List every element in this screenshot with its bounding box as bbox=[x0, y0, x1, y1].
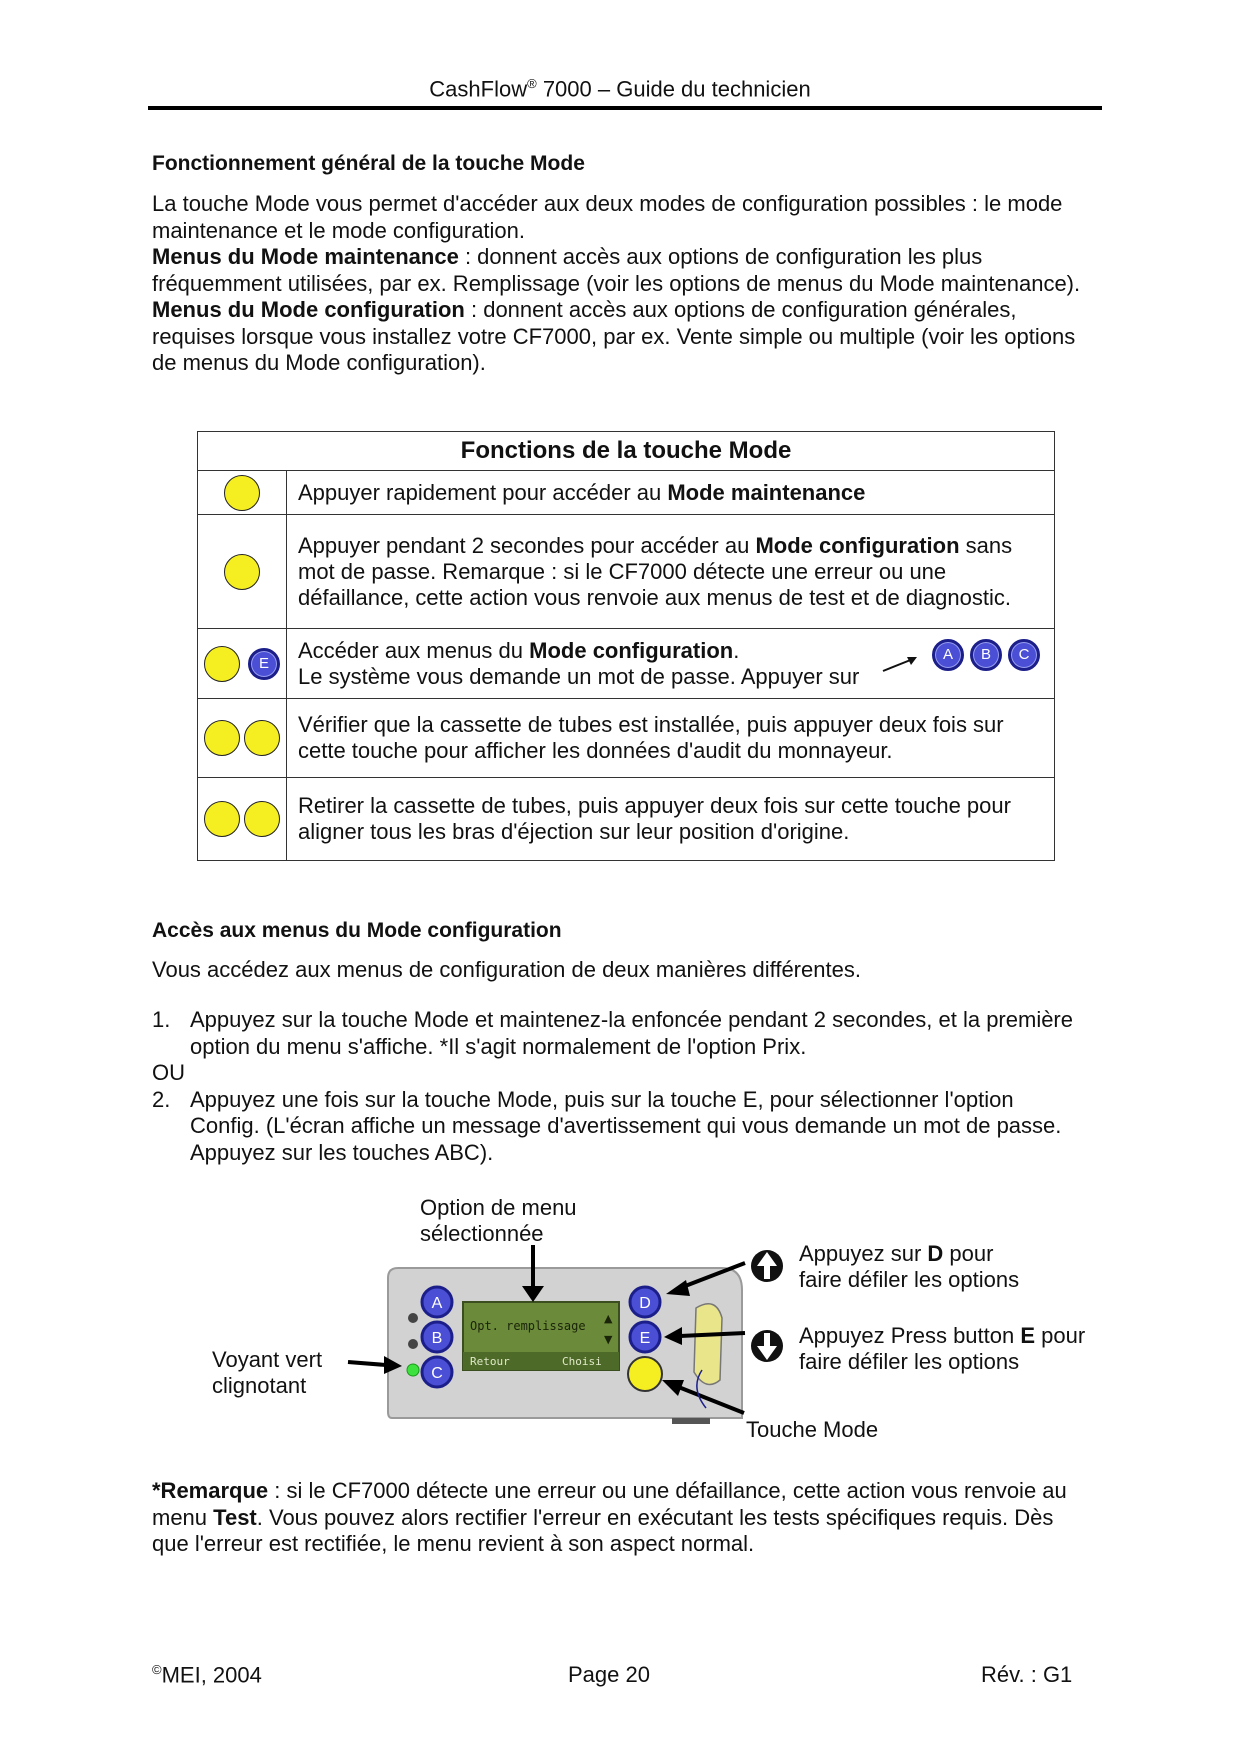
section-heading-config-access: Accès aux menus du Mode configuration bbox=[152, 919, 562, 942]
row-text: Vérifier que la cassette de tubes est installée, puis appuyer deux fois sur cette touche pour afficher les données d'audit du monnayeur. bbox=[287, 699, 1055, 778]
svg-text:E: E bbox=[639, 1330, 651, 1347]
note-text: : si le CF7000 détecte une erreur ou une défaillance, cette action vous renvoie au menu bbox=[152, 1478, 1067, 1530]
label-green-led: Voyant vert clignotant bbox=[212, 1347, 323, 1398]
step-text: Appuyez sur la touche Mode et maintenez-la enfoncée pendant 2 secondes, et la première option du menu s'affiche. *Il s'agit normalement de l'option Prix. bbox=[190, 1007, 1073, 1059]
key-c bbox=[422, 1357, 452, 1387]
key-a-icon: A bbox=[932, 639, 964, 671]
row-text-part: Accéder aux menus du bbox=[298, 637, 530, 663]
device-foot bbox=[672, 1418, 710, 1424]
note-label: *Remarque bbox=[152, 1478, 269, 1503]
svg-text:A: A bbox=[431, 1295, 443, 1312]
copyright-text: MEI, 2004 bbox=[161, 1662, 262, 1688]
section-heading-mode-key: Fonctionnement général de la touche Mode bbox=[152, 152, 585, 175]
copyright-mark: © bbox=[152, 1662, 162, 1677]
key-c-icon: C bbox=[1008, 639, 1040, 671]
led-off bbox=[408, 1339, 418, 1349]
footer-revision: Rév. : G1 bbox=[981, 1662, 1073, 1687]
row-text-line2: Le système vous demande un mot de passe. Appuyer sur bbox=[298, 663, 860, 689]
step-number: 2. bbox=[152, 1086, 171, 1112]
maintenance-term: Menus du Mode maintenance bbox=[152, 244, 459, 269]
led-off bbox=[408, 1313, 418, 1323]
label-key-d: Appuyez sur D pour faire défiler les options bbox=[799, 1241, 1020, 1292]
row-text-part: Appuyer pendant 2 secondes pour accéder au bbox=[298, 532, 756, 558]
svg-text:B: B bbox=[431, 1330, 443, 1347]
intro-paragraph: La touche Mode vous permet d'accéder aux deux modes de configuration possibles : le mode maintenance et le mode configuration. bbox=[152, 191, 1063, 243]
header-registered-mark: ® bbox=[527, 76, 537, 91]
maintenance-description: : donnent accès aux options de configuration les plus fréquemment utilisées, par ex. Remplissage (voir les options de menus du Mode maintenance). bbox=[152, 244, 1081, 296]
key-mode bbox=[628, 1357, 662, 1391]
row-text-bold: Mode configuration bbox=[529, 637, 734, 663]
configuration-description: : donnent accès aux options de configuration générales, requises lorsque vous installez votre CF7000, par ex. Vente simple ou multiple (voir les options de menus du Mode configuration). bbox=[152, 297, 1076, 375]
row-text-part: sans mot de passe. Remarque : si le CF7000 détecte une erreur ou une défaillance, cette action vous renvoie aux menus de test et de diagnostic. bbox=[298, 532, 1013, 610]
key-b bbox=[422, 1322, 452, 1352]
note-text: . Vous pouvez alors rectifier l'erreur en exécutant les tests spécifiques requis. Dès que l'erreur est rectifiée, le menu revient à son aspect normal. bbox=[152, 1504, 1054, 1556]
svg-text:C: C bbox=[431, 1365, 443, 1382]
key-b-icon: B bbox=[970, 639, 1002, 671]
table-title: Fonctions de la touche Mode bbox=[198, 432, 1055, 471]
label-selected-option: Option de menu sélectionnée bbox=[420, 1195, 577, 1246]
lcd-softkey-left: Retour bbox=[470, 1355, 510, 1368]
row-text-bold: Mode maintenance bbox=[667, 479, 866, 505]
or-separator: OU bbox=[152, 1060, 185, 1085]
key-d bbox=[630, 1287, 660, 1317]
lcd-down-arrow-icon: ▼ bbox=[604, 1333, 613, 1346]
scroll-up-icon bbox=[748, 1248, 786, 1284]
config-access-intro: Vous accédez aux menus de configuration de deux manières différentes. bbox=[152, 957, 861, 982]
label-mode-key: Touche Mode bbox=[746, 1417, 879, 1442]
key-a bbox=[422, 1287, 452, 1317]
header-brand: CashFlow bbox=[429, 76, 528, 102]
configuration-term: Menus du Mode configuration bbox=[152, 297, 465, 322]
note-paragraph bbox=[152, 1478, 1082, 1558]
row-text-part: . bbox=[733, 637, 740, 663]
svg-text:D: D bbox=[639, 1295, 651, 1312]
key-e bbox=[630, 1322, 660, 1352]
footer-copyright bbox=[152, 1662, 262, 1688]
key-e-icon: E bbox=[248, 648, 280, 680]
header-title-rest: 7000 – Guide du technicien bbox=[536, 76, 811, 102]
row-text: Retirer la cassette de tubes, puis appuyer deux fois sur cette touche pour aligner tous les bras d'éjection sur leur position d'origine. bbox=[287, 778, 1055, 861]
lcd-up-arrow-icon: ▲ bbox=[604, 1312, 613, 1325]
footer-page-number: Page 20 bbox=[568, 1662, 650, 1687]
note-test-term: Test bbox=[213, 1504, 257, 1530]
led-green bbox=[407, 1364, 419, 1376]
step-text: Appuyez une fois sur la touche Mode, puis sur la touche E, pour sélectionner l'option Config. (L'écran affiche un message d'avertissement qui vous demande un mot de passe. Appuyez sur les touches ABC). bbox=[190, 1086, 1062, 1165]
row-text-part: Appuyer rapidement pour accéder au bbox=[298, 479, 668, 505]
tube-cassette-tab bbox=[694, 1304, 722, 1385]
scroll-down-icon bbox=[751, 1330, 783, 1362]
step-number: 1. bbox=[152, 1007, 171, 1032]
row-text-bold: Mode configuration bbox=[755, 532, 960, 558]
lcd-line-1: Opt. remplissage bbox=[470, 1319, 586, 1333]
label-key-e: Appuyez Press button E pour faire défiler les options bbox=[799, 1323, 1086, 1374]
lcd-softkey-right: Choisi bbox=[562, 1355, 602, 1368]
